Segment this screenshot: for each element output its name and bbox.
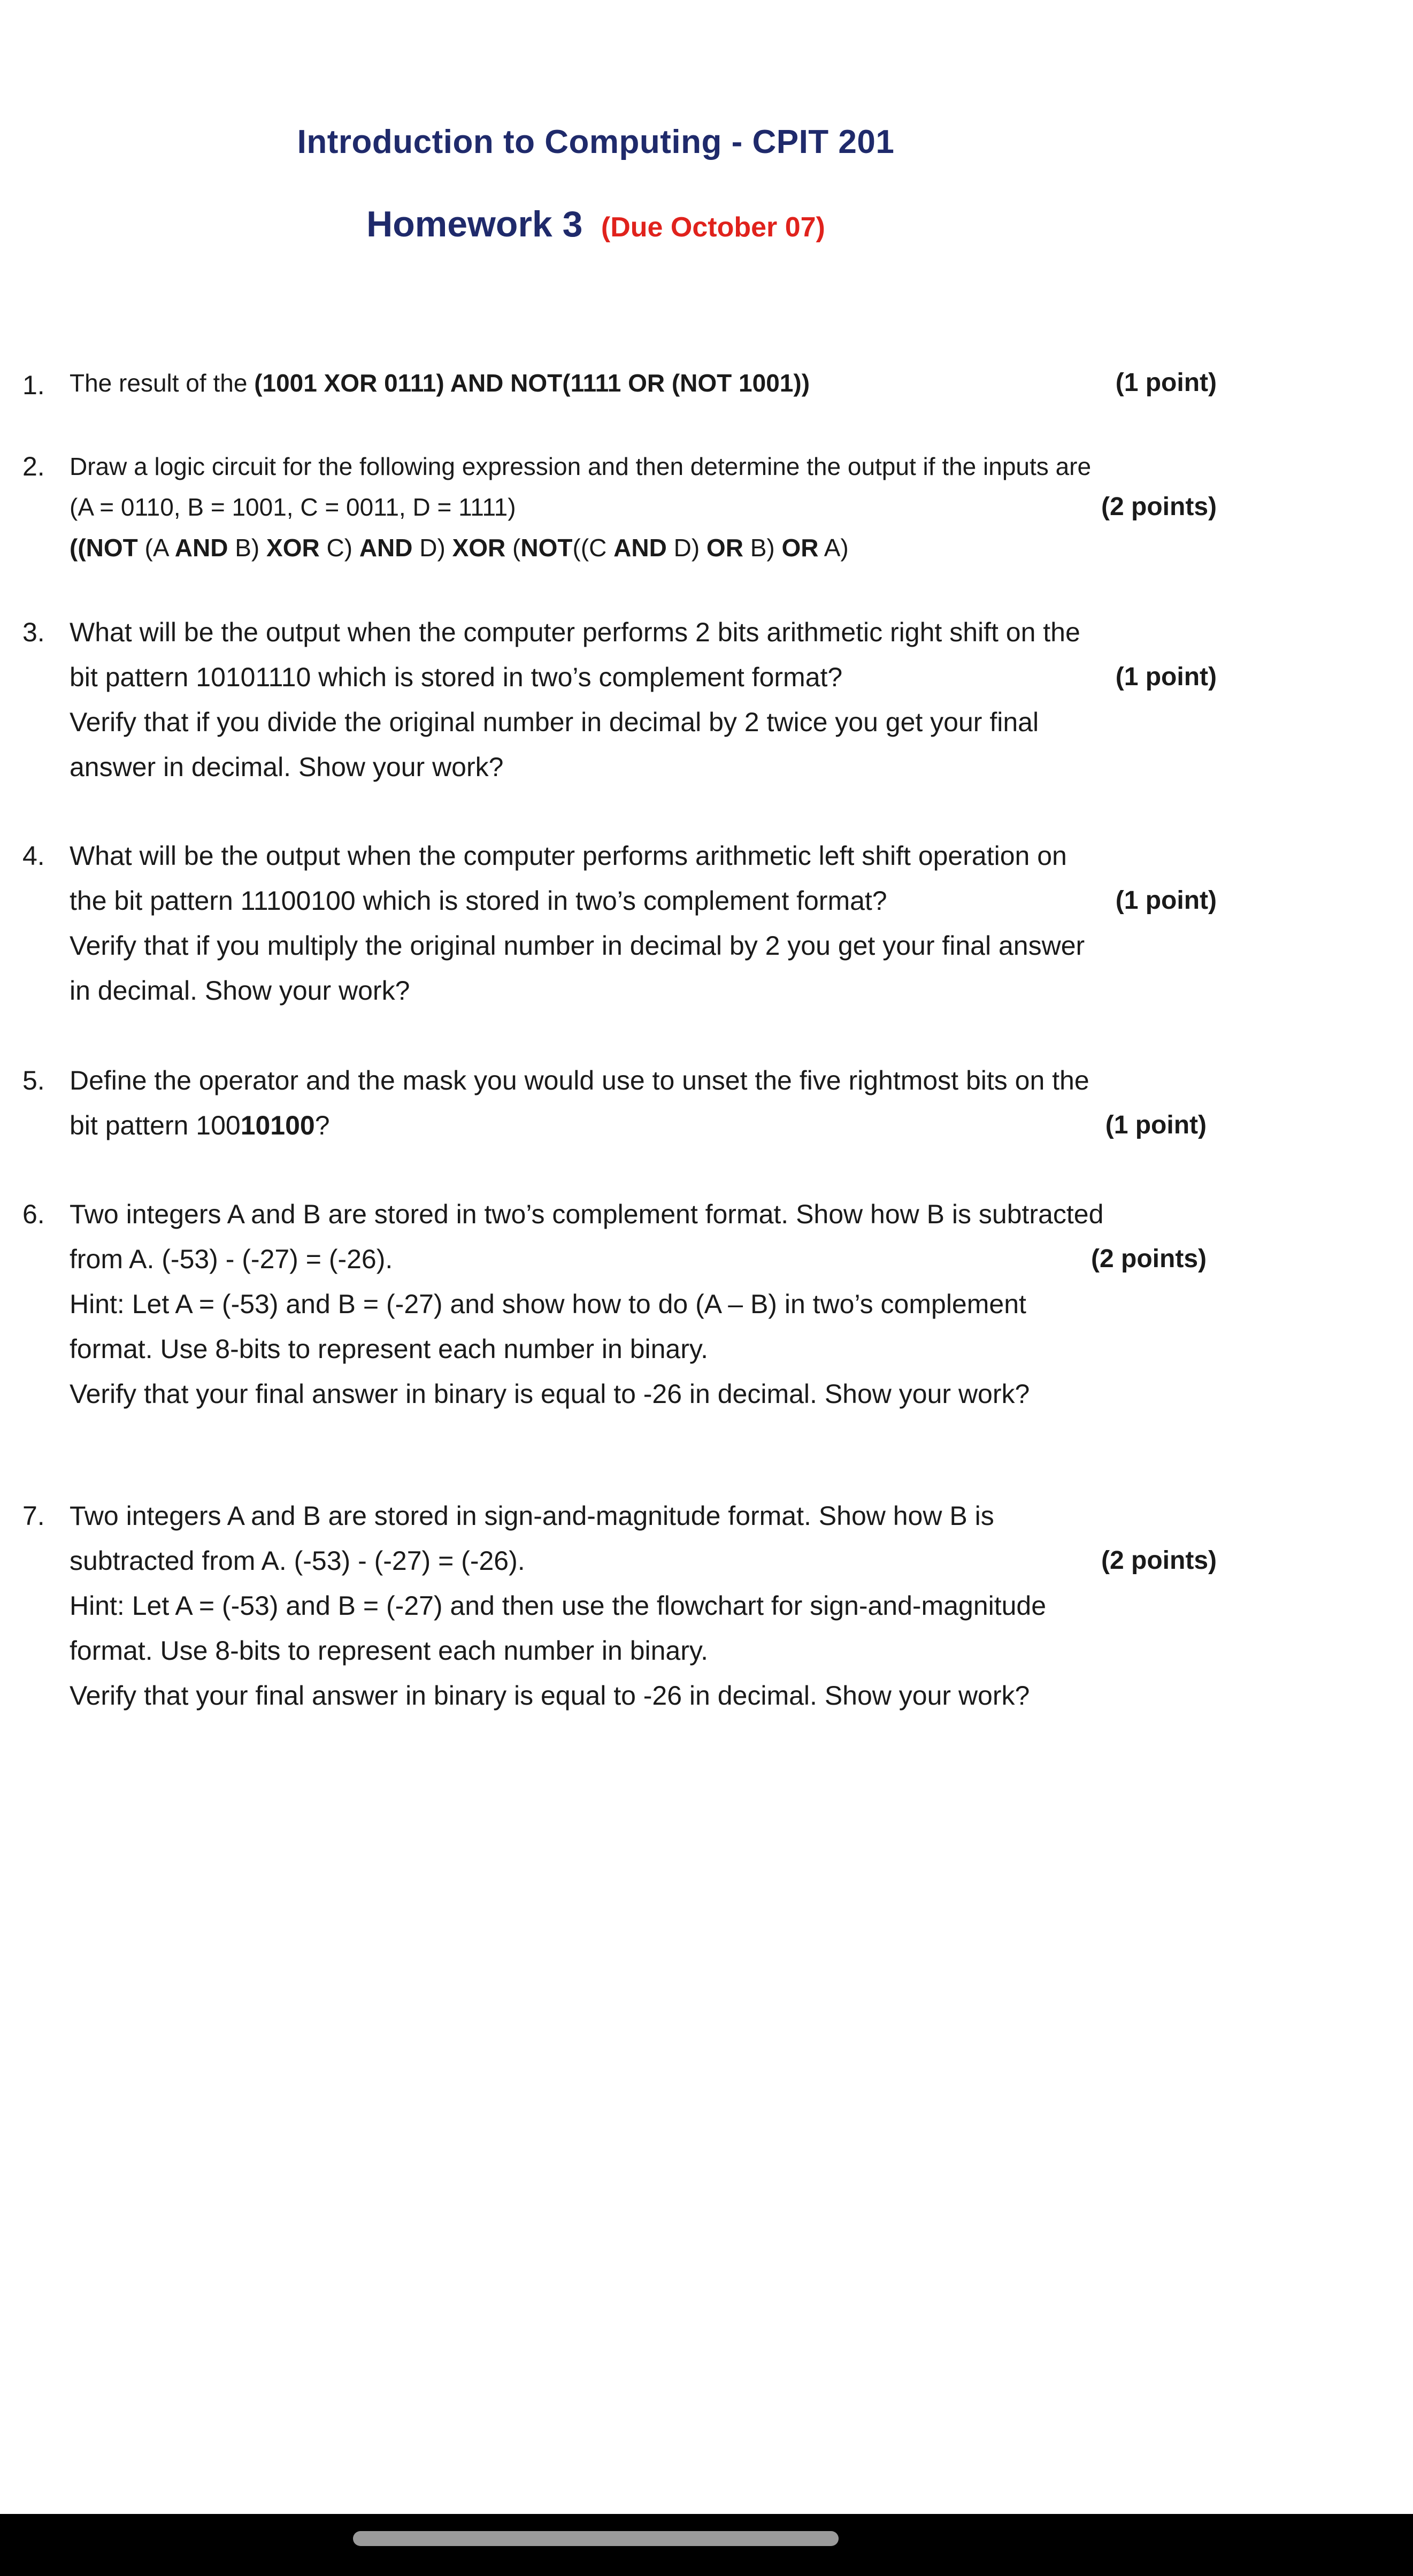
points-label: (2 points): [1091, 1245, 1207, 1273]
question-number: 4.: [22, 841, 45, 871]
question-line: bit pattern 10101110 which is stored in two’s complement format? (1 point): [70, 655, 1217, 700]
points-label: (1 point): [1115, 663, 1217, 691]
question-line: subtracted from A. (-53) - (-27) = (-26). (2 points): [70, 1538, 1217, 1583]
points-label: (1 point): [1105, 1111, 1207, 1139]
question-line: [70, 363, 1217, 403]
question-line: What will be the output when the computer performs arithmetic left shift operation on: [70, 841, 1067, 871]
points-label: (1 point): [1115, 886, 1217, 915]
question-line: Hint: Let A = (-53) and B = (-27) and then use the flowchart for sign-and-magnitude: [70, 1591, 1047, 1621]
question-line: Verify that if you divide the original number in decimal by 2 twice you get your final: [70, 707, 1039, 737]
due-date: (Due October 07): [601, 212, 825, 243]
homework-title: Homework 3: [366, 204, 583, 244]
question-line: Draw a logic circuit for the following expression and then determine the output if the inputs are: [70, 453, 1092, 480]
question-number: 3.: [22, 617, 45, 647]
question-line: Verify that your final answer in binary is equal to -26 in decimal. Show your work?: [70, 1379, 1030, 1409]
question-number: 6.: [22, 1199, 45, 1229]
points-label: (2 points): [1101, 493, 1217, 521]
question-line: What will be the output when the computer performs 2 bits arithmetic right shift on the: [70, 617, 1080, 647]
question-line: from A. (-53) - (-27) = (-26). (2 points): [70, 1237, 1207, 1282]
question-line: Two integers A and B are stored in sign-and-magnitude format. Show how B is: [70, 1501, 994, 1531]
question-line: format. Use 8-bits to represent each number in binary.: [70, 1334, 709, 1364]
expression-line: ((NOT (A AND B) XOR C) AND D) XOR (NOT((C AND D) OR B) OR A): [70, 534, 849, 562]
question-line: the bit pattern 11100100 which is stored in two’s complement format? (1 point): [70, 878, 1217, 923]
question-line: format. Use 8-bits to represent each number in binary.: [70, 1636, 709, 1666]
question-line: in decimal. Show your work?: [70, 976, 410, 1006]
question-number: 7.: [22, 1501, 45, 1531]
question-line: [70, 487, 1217, 527]
question-line: answer in decimal. Show your work?: [70, 752, 504, 782]
course-title: Introduction to Computing - CPIT 201: [297, 124, 895, 160]
homework-heading: [0, 203, 1192, 245]
question-number: 1.: [22, 370, 45, 400]
question-line: Define the operator and the mask you would use to unset the five rightmost bits on the: [70, 1065, 1089, 1095]
question-line: Two integers A and B are stored in two’s complement format. Show how B is subtracted: [70, 1199, 1104, 1229]
question-line: Hint: Let A = (-53) and B = (-27) and show how to do (A – B) in two’s complement: [70, 1289, 1026, 1319]
home-indicator[interactable]: [353, 2531, 839, 2546]
question-line: Verify that your final answer in binary is equal to -26 in decimal. Show your work?: [70, 1681, 1030, 1711]
points-label: (1 point): [1115, 369, 1217, 397]
question-text: The result of the: [70, 369, 255, 397]
question-line: bit pattern 10010100? (1 point): [70, 1103, 1207, 1148]
points-label: (2 points): [1101, 1546, 1217, 1575]
inputs-text: (A = 0110, B = 1001, C = 0011, D = 1111): [70, 493, 516, 521]
question-number: 5.: [22, 1065, 45, 1095]
question-number: 2.: [22, 451, 45, 481]
question-line: Verify that if you multiply the original number in decimal by 2 you get your final answer: [70, 931, 1085, 961]
boolean-expression: (1001 XOR 0111) AND NOT(1111 OR (NOT 1001)): [254, 369, 810, 397]
